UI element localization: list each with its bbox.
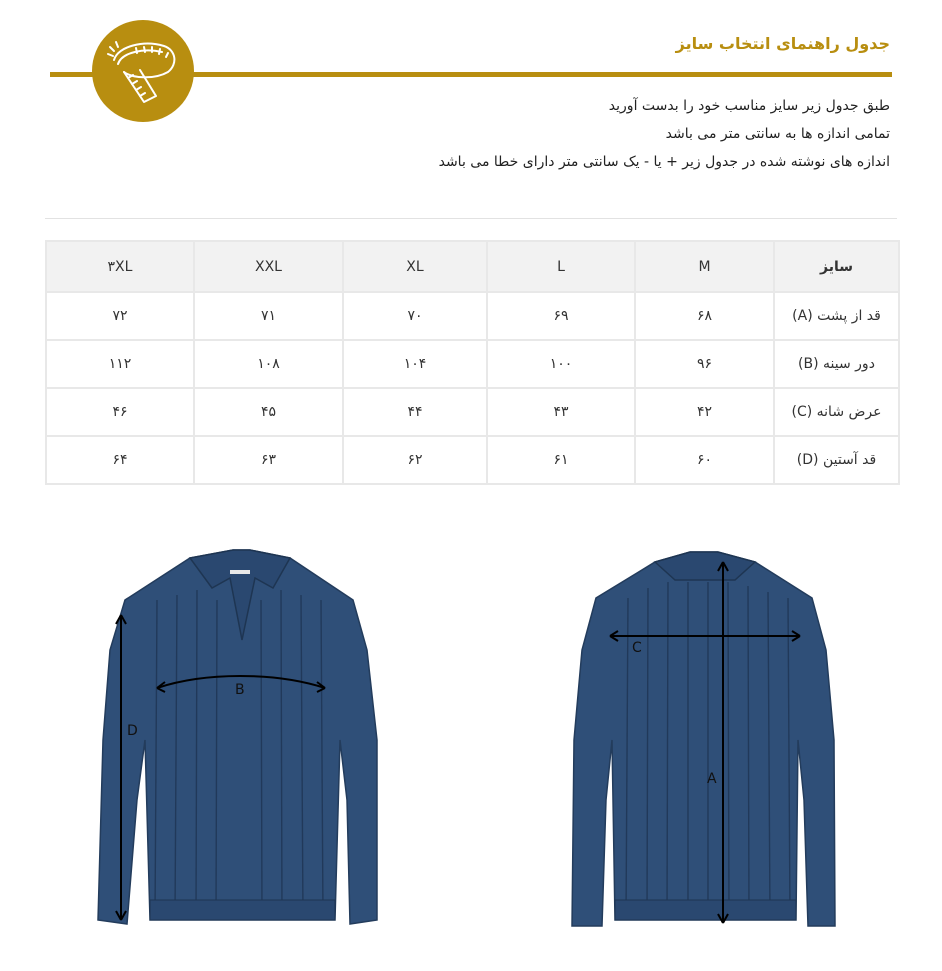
measure-label-b: B: [235, 682, 245, 698]
intro-line: تمامی اندازه ها به سانتی متر می باشد: [665, 126, 890, 142]
table-row: [46, 388, 899, 436]
table-cell: ۴۴: [343, 388, 487, 436]
sweater-back-diagram: [560, 540, 850, 930]
size-header-cell: M: [635, 241, 774, 292]
intro-text: [290, 92, 890, 176]
size-table: [45, 240, 900, 485]
section-divider: [45, 218, 897, 219]
table-cell: ۹۶: [635, 340, 774, 388]
table-cell: ۶۳: [194, 436, 343, 484]
measuring-tape-badge: [92, 20, 194, 122]
row-label: قد از پشت (A): [774, 292, 899, 340]
table-cell: ۱۰۴: [343, 340, 487, 388]
measure-label-a: A: [707, 771, 717, 787]
table-cell: ۴۳: [487, 388, 635, 436]
sweater-back-body: [572, 552, 835, 926]
table-cell: ۶۴: [46, 436, 194, 484]
table-header-row: [46, 241, 899, 292]
table-cell: ۷۰: [343, 292, 487, 340]
table-cell: ۴۶: [46, 388, 194, 436]
measure-label-c: C: [632, 640, 642, 656]
row-label: دور سینه (B): [774, 340, 899, 388]
row-label: قد آستین (D): [774, 436, 899, 484]
table-cell: ۱۱۲: [46, 340, 194, 388]
intro-line: اندازه های نوشته شده در جدول زیر + یا - یک سانتی متر دارای خطا می باشد: [438, 154, 890, 170]
table-cell: ۱۰۸: [194, 340, 343, 388]
size-header-cell: XL: [343, 241, 487, 292]
page-title: جدول راهنمای انتخاب سایز: [675, 34, 890, 53]
table-cell: ۶۰: [635, 436, 774, 484]
table-row: [46, 340, 899, 388]
measuring-tape-icon: [92, 20, 194, 122]
table-cell: ۷۱: [194, 292, 343, 340]
row-label: عرض شانه (C): [774, 388, 899, 436]
header-label-cell: سایز: [774, 241, 899, 292]
table-cell: ۴۲: [635, 388, 774, 436]
table-row: [46, 436, 899, 484]
sweater-front-body: [98, 550, 377, 924]
table-cell: ۶۸: [635, 292, 774, 340]
size-header-cell: L: [487, 241, 635, 292]
table-cell: ۶۹: [487, 292, 635, 340]
intro-line: طبق جدول زیر سایز مناسب خود را بدست آورید: [608, 98, 890, 114]
size-header-cell: XXL: [194, 241, 343, 292]
table-cell: ۱۰۰: [487, 340, 635, 388]
sweater-front-diagram: [95, 540, 385, 930]
size-header-cell: ۳XL: [46, 241, 194, 292]
table-row: [46, 292, 899, 340]
table-cell: ۶۱: [487, 436, 635, 484]
table-cell: ۷۲: [46, 292, 194, 340]
table-cell: ۶۲: [343, 436, 487, 484]
measure-label-d: D: [127, 723, 138, 739]
table-cell: ۴۵: [194, 388, 343, 436]
